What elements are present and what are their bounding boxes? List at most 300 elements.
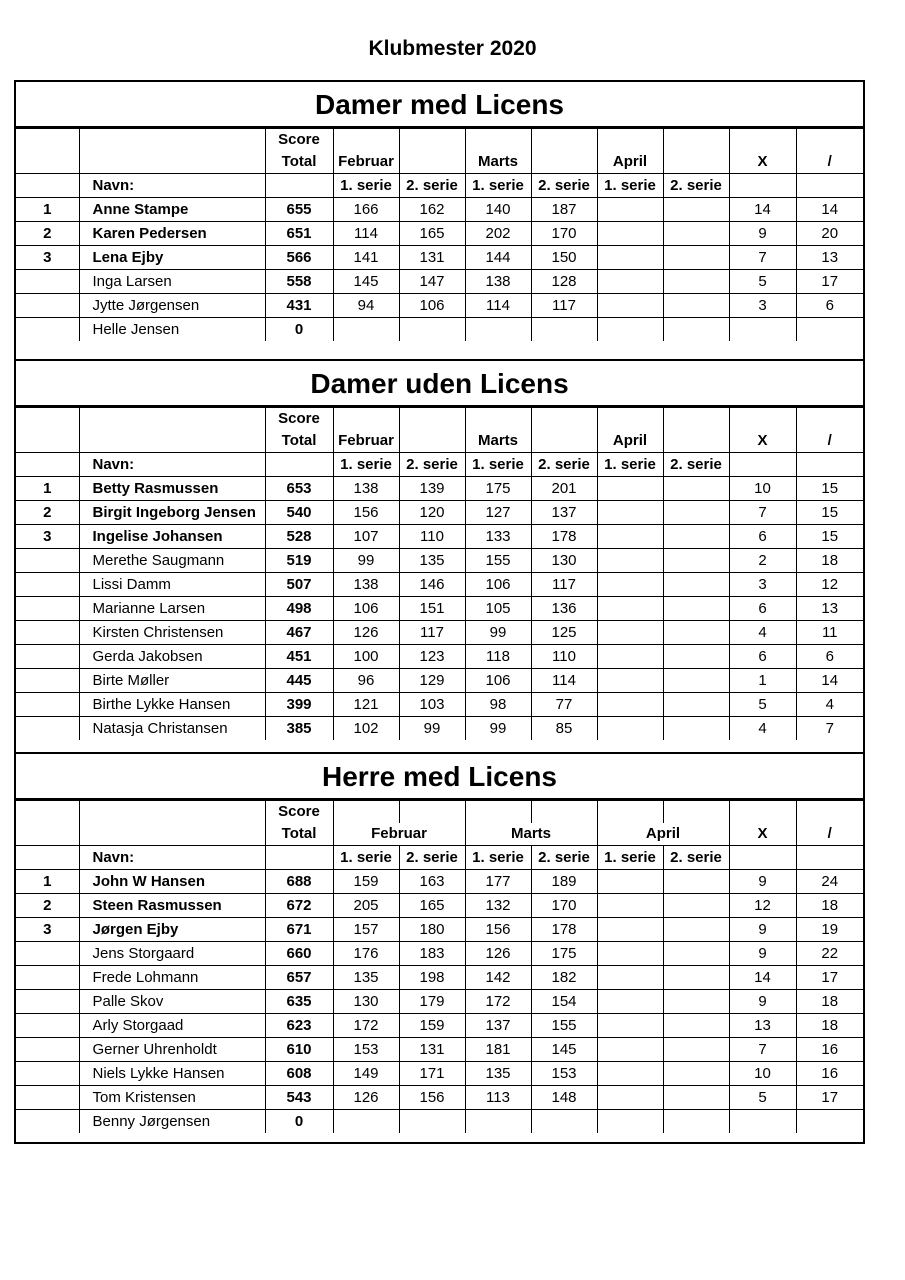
score-cell-slash [796, 1110, 863, 1134]
score-cell-a1 [597, 1086, 663, 1110]
player-name: Frede Lohmann [79, 966, 265, 990]
score-cell-m2 [531, 1110, 597, 1134]
score-cell-x: 7 [729, 1038, 796, 1062]
empty-cell [16, 430, 79, 453]
score-cell-a1 [597, 621, 663, 645]
score-cell-f1: 138 [333, 477, 399, 501]
score-cell-f1: 107 [333, 525, 399, 549]
score-cell-f1: 156 [333, 501, 399, 525]
rank-cell [16, 1038, 79, 1062]
total-score: 445 [265, 669, 333, 693]
empty-cell [79, 430, 265, 453]
total-score: 566 [265, 246, 333, 270]
player-name: Anne Stampe [79, 198, 265, 222]
month-header-februar: Februar [333, 151, 399, 174]
score-cell-x: 7 [729, 246, 796, 270]
empty-cell [729, 453, 796, 477]
score-cell-a1 [597, 1014, 663, 1038]
score-cell-m2: 154 [531, 990, 597, 1014]
score-cell-a1 [597, 918, 663, 942]
rank-cell [16, 270, 79, 294]
score-cell-a1 [597, 573, 663, 597]
score-cell-m2: 153 [531, 1062, 597, 1086]
header-row [16, 129, 863, 152]
serie-header: 2. serie [399, 174, 465, 198]
score-cell-a2 [663, 645, 729, 669]
total-score: 451 [265, 645, 333, 669]
score-cell-f2: 131 [399, 246, 465, 270]
score-cell-m2: 128 [531, 270, 597, 294]
score-cell-a2 [663, 1110, 729, 1134]
table-row [16, 693, 863, 717]
serie-header: 2. serie [531, 174, 597, 198]
score-cell-m1: 156 [465, 918, 531, 942]
empty-cell [531, 408, 597, 431]
empty-cell [796, 846, 863, 870]
empty-cell [16, 801, 79, 824]
empty-cell [796, 129, 863, 152]
score-cell-slash: 6 [796, 294, 863, 318]
score-cell-a1 [597, 501, 663, 525]
score-cell-f1: 100 [333, 645, 399, 669]
score-cell-m2: 117 [531, 573, 597, 597]
table-row [16, 270, 863, 294]
score-cell-slash: 22 [796, 942, 863, 966]
total-score: 660 [265, 942, 333, 966]
score-cell-a1 [597, 549, 663, 573]
total-score: 0 [265, 318, 333, 342]
score-cell-f1: 106 [333, 597, 399, 621]
player-name: Ingelise Johansen [79, 525, 265, 549]
rank-cell [16, 693, 79, 717]
slash-header: / [796, 151, 863, 174]
empty-cell [531, 801, 597, 824]
score-cell-x: 9 [729, 942, 796, 966]
score-cell-f2: 110 [399, 525, 465, 549]
empty-cell [265, 174, 333, 198]
total-score: 540 [265, 501, 333, 525]
serie-header: 2. serie [663, 453, 729, 477]
score-cell-a2 [663, 669, 729, 693]
score-cell-x: 6 [729, 645, 796, 669]
score-cell-a2 [663, 222, 729, 246]
score-cell-m2: 175 [531, 942, 597, 966]
score-cell-f1: 145 [333, 270, 399, 294]
empty-cell [531, 151, 597, 174]
serie-header: 1. serie [465, 453, 531, 477]
score-cell-f2: 198 [399, 966, 465, 990]
header-row [16, 408, 863, 431]
score-cell-a1 [597, 1062, 663, 1086]
score-cell-a1 [597, 1110, 663, 1134]
player-name: Jørgen Ejby [79, 918, 265, 942]
total-score: 610 [265, 1038, 333, 1062]
serie-header: 2. serie [663, 846, 729, 870]
score-cell-x: 9 [729, 990, 796, 1014]
slash-header: / [796, 430, 863, 453]
score-cell-slash [796, 318, 863, 342]
empty-cell [16, 823, 79, 846]
total-score: 623 [265, 1014, 333, 1038]
score-cell-m2: 136 [531, 597, 597, 621]
score-cell-m2: 137 [531, 501, 597, 525]
empty-cell [79, 408, 265, 431]
player-name: Birte Møller [79, 669, 265, 693]
score-cell-a1 [597, 477, 663, 501]
score-cell-m1: 113 [465, 1086, 531, 1110]
rank-cell: 2 [16, 894, 79, 918]
score-cell-a2 [663, 294, 729, 318]
table-herre-med-licens [16, 800, 863, 1133]
score-cell-f2: 180 [399, 918, 465, 942]
score-cell-a1 [597, 222, 663, 246]
table-row [16, 942, 863, 966]
month-header-april: April [597, 151, 663, 174]
table-row [16, 870, 863, 894]
score-cell-x: 2 [729, 549, 796, 573]
player-name: Natasja Christansen [79, 717, 265, 741]
empty-cell [465, 129, 531, 152]
player-name: Birthe Lykke Hansen [79, 693, 265, 717]
total-score: 507 [265, 573, 333, 597]
score-cell-a2 [663, 573, 729, 597]
empty-cell [663, 151, 729, 174]
header-row [16, 430, 863, 453]
score-cell-f2: 163 [399, 870, 465, 894]
rank-cell [16, 621, 79, 645]
score-cell-f2: 165 [399, 222, 465, 246]
score-cell-slash: 11 [796, 621, 863, 645]
total-score: 635 [265, 990, 333, 1014]
total-score: 519 [265, 549, 333, 573]
score-cell-f1: 96 [333, 669, 399, 693]
score-cell-slash: 18 [796, 990, 863, 1014]
serie-header: 1. serie [597, 453, 663, 477]
results-frame [14, 80, 865, 1144]
score-cell-f1 [333, 318, 399, 342]
serie-header: 1. serie [333, 174, 399, 198]
score-cell-f2: 179 [399, 990, 465, 1014]
serie-header: 1. serie [465, 174, 531, 198]
score-cell-a2 [663, 894, 729, 918]
rank-cell [16, 990, 79, 1014]
rank-cell [16, 597, 79, 621]
table-row [16, 966, 863, 990]
empty-cell [399, 129, 465, 152]
score-cell-m2: 77 [531, 693, 597, 717]
month-header-april: April [597, 823, 729, 846]
rank-cell [16, 1062, 79, 1086]
empty-cell [597, 129, 663, 152]
score-cell-slash: 13 [796, 246, 863, 270]
rank-cell [16, 717, 79, 741]
table-row [16, 669, 863, 693]
rank-cell [16, 669, 79, 693]
score-cell-f2 [399, 318, 465, 342]
score-cell-slash: 18 [796, 894, 863, 918]
score-cell-a1 [597, 198, 663, 222]
score-cell-f2: 139 [399, 477, 465, 501]
score-cell-m2: 187 [531, 198, 597, 222]
score-cell-m1: 133 [465, 525, 531, 549]
empty-cell [16, 151, 79, 174]
player-name: Palle Skov [79, 990, 265, 1014]
score-cell-f1: 153 [333, 1038, 399, 1062]
player-name: Gerner Uhrenholdt [79, 1038, 265, 1062]
score-cell-x: 9 [729, 870, 796, 894]
empty-cell [531, 430, 597, 453]
score-cell-m1: 137 [465, 1014, 531, 1038]
player-name: John W Hansen [79, 870, 265, 894]
empty-cell [729, 129, 796, 152]
score-cell-a1 [597, 870, 663, 894]
score-cell-a2 [663, 621, 729, 645]
score-cell-a1 [597, 966, 663, 990]
score-cell-f2: 131 [399, 1038, 465, 1062]
table-row [16, 222, 863, 246]
score-cell-m1: 138 [465, 270, 531, 294]
score-cell-f2: 99 [399, 717, 465, 741]
score-cell-a1 [597, 318, 663, 342]
score-cell-a2 [663, 990, 729, 1014]
empty-cell [399, 430, 465, 453]
score-cell-m1: 140 [465, 198, 531, 222]
score-cell-slash: 17 [796, 1086, 863, 1110]
score-cell-a2 [663, 525, 729, 549]
score-cell-x: 3 [729, 294, 796, 318]
score-cell-a1 [597, 597, 663, 621]
score-cell-a1 [597, 525, 663, 549]
score-cell-f2: 171 [399, 1062, 465, 1086]
score-cell-a2 [663, 549, 729, 573]
total-score: 0 [265, 1110, 333, 1134]
rank-cell [16, 549, 79, 573]
rank-cell: 3 [16, 918, 79, 942]
score-cell-f2: 123 [399, 645, 465, 669]
score-cell-a1 [597, 246, 663, 270]
score-cell-f2: 103 [399, 693, 465, 717]
empty-cell [79, 823, 265, 846]
serie-header: 2. serie [531, 453, 597, 477]
table-row [16, 645, 863, 669]
score-cell-a2 [663, 1086, 729, 1110]
total-score: 431 [265, 294, 333, 318]
rank-cell: 1 [16, 198, 79, 222]
player-name: Merethe Saugmann [79, 549, 265, 573]
score-cell-a2 [663, 966, 729, 990]
header-row [16, 801, 863, 824]
score-cell-slash: 14 [796, 198, 863, 222]
score-cell-x: 10 [729, 477, 796, 501]
score-cell-x: 14 [729, 198, 796, 222]
score-cell-slash: 4 [796, 693, 863, 717]
score-cell-x: 9 [729, 918, 796, 942]
score-cell-f1: 114 [333, 222, 399, 246]
rank-cell: 3 [16, 246, 79, 270]
empty-cell [465, 408, 531, 431]
player-name: Jens Storgaard [79, 942, 265, 966]
score-cell-slash: 14 [796, 669, 863, 693]
score-cell-f1: 121 [333, 693, 399, 717]
table-row [16, 918, 863, 942]
serie-header: 2. serie [399, 846, 465, 870]
total-score: 558 [265, 270, 333, 294]
total-score: 672 [265, 894, 333, 918]
score-cell-f1: 126 [333, 1086, 399, 1110]
score-cell-slash: 19 [796, 918, 863, 942]
player-name: Tom Kristensen [79, 1086, 265, 1110]
table-row [16, 1086, 863, 1110]
x-header: X [729, 823, 796, 846]
score-cell-a2 [663, 1062, 729, 1086]
document-title: Klubmester 2020 [368, 37, 537, 60]
score-cell-x: 1 [729, 669, 796, 693]
score-cell-x [729, 1110, 796, 1134]
score-cell-a2 [663, 1014, 729, 1038]
score-cell-f1: 205 [333, 894, 399, 918]
score-cell-f2: 165 [399, 894, 465, 918]
score-cell-f1: 141 [333, 246, 399, 270]
empty-cell [16, 453, 79, 477]
score-cell-m1: 177 [465, 870, 531, 894]
score-cell-m2: 85 [531, 717, 597, 741]
rank-cell: 1 [16, 870, 79, 894]
score-cell-m2 [531, 318, 597, 342]
score-cell-slash: 16 [796, 1038, 863, 1062]
empty-cell [663, 129, 729, 152]
score-cell-m1: 127 [465, 501, 531, 525]
empty-cell [796, 801, 863, 824]
empty-cell [531, 129, 597, 152]
table-damer-med-licens [16, 128, 863, 341]
total-score: 498 [265, 597, 333, 621]
score-cell-x: 14 [729, 966, 796, 990]
score-cell-a2 [663, 270, 729, 294]
player-name: Steen Rasmussen [79, 894, 265, 918]
table-row [16, 501, 863, 525]
empty-cell [663, 801, 729, 824]
total-header: Total [265, 151, 333, 174]
empty-cell [729, 846, 796, 870]
score-cell-m1: 105 [465, 597, 531, 621]
score-cell-a2 [663, 942, 729, 966]
score-cell-m2: 130 [531, 549, 597, 573]
month-header-april: April [597, 430, 663, 453]
table-row [16, 1110, 863, 1134]
table-row [16, 477, 863, 501]
score-cell-slash: 17 [796, 270, 863, 294]
table-row [16, 597, 863, 621]
empty-cell [79, 129, 265, 152]
player-name: Marianne Larsen [79, 597, 265, 621]
score-cell-m1: 142 [465, 966, 531, 990]
score-cell-f2: 129 [399, 669, 465, 693]
total-score: 543 [265, 1086, 333, 1110]
score-cell-a1 [597, 669, 663, 693]
score-cell-m1: 98 [465, 693, 531, 717]
table-row [16, 198, 863, 222]
score-cell-x: 4 [729, 717, 796, 741]
serie-header: 1. serie [333, 453, 399, 477]
section-title-damer-med-licens: Damer med Licens [16, 82, 863, 128]
score-cell-f1 [333, 1110, 399, 1134]
score-cell-x: 10 [729, 1062, 796, 1086]
rank-cell: 3 [16, 525, 79, 549]
score-cell-m2: 178 [531, 525, 597, 549]
table-row [16, 894, 863, 918]
player-name: Benny Jørgensen [79, 1110, 265, 1134]
table-row [16, 573, 863, 597]
score-cell-m1: 106 [465, 669, 531, 693]
score-cell-m2: 110 [531, 645, 597, 669]
total-score: 528 [265, 525, 333, 549]
section-title-herre-med-licens: Herre med Licens [16, 754, 863, 800]
header-row [16, 174, 863, 198]
month-header-marts: Marts [465, 823, 597, 846]
score-cell-m1: 144 [465, 246, 531, 270]
score-cell-f2: 147 [399, 270, 465, 294]
score-cell-slash: 18 [796, 549, 863, 573]
navn-header: Navn: [79, 453, 265, 477]
total-score: 653 [265, 477, 333, 501]
section-title-damer-uden-licens: Damer uden Licens [16, 361, 863, 407]
score-cell-f2: 183 [399, 942, 465, 966]
score-cell-m2: 170 [531, 222, 597, 246]
month-header-marts: Marts [465, 151, 531, 174]
empty-cell [16, 408, 79, 431]
score-cell-x: 5 [729, 270, 796, 294]
empty-cell [729, 801, 796, 824]
x-header: X [729, 151, 796, 174]
score-cell-f1: 99 [333, 549, 399, 573]
table-row [16, 318, 863, 342]
empty-cell [399, 408, 465, 431]
slash-header: / [796, 823, 863, 846]
rank-cell [16, 942, 79, 966]
score-cell-slash: 15 [796, 501, 863, 525]
score-cell-m2: 189 [531, 870, 597, 894]
score-cell-f1: 157 [333, 918, 399, 942]
serie-header: 1. serie [465, 846, 531, 870]
table-row [16, 525, 863, 549]
score-cell-slash: 12 [796, 573, 863, 597]
score-cell-f2: 162 [399, 198, 465, 222]
header-row [16, 453, 863, 477]
table-row [16, 246, 863, 270]
score-cell-a2 [663, 870, 729, 894]
empty-cell [597, 408, 663, 431]
score-cell-a1 [597, 1038, 663, 1062]
total-score: 467 [265, 621, 333, 645]
score-cell-a1 [597, 894, 663, 918]
table-row [16, 1062, 863, 1086]
score-cell-x: 3 [729, 573, 796, 597]
table-row [16, 1014, 863, 1038]
table-row [16, 294, 863, 318]
total-header: Total [265, 430, 333, 453]
score-cell-m2: 201 [531, 477, 597, 501]
score-cell-m2: 148 [531, 1086, 597, 1110]
score-cell-x: 7 [729, 501, 796, 525]
player-name: Helle Jensen [79, 318, 265, 342]
rank-cell: 1 [16, 477, 79, 501]
empty-cell [399, 801, 465, 824]
total-score: 655 [265, 198, 333, 222]
player-name: Inga Larsen [79, 270, 265, 294]
x-header: X [729, 430, 796, 453]
empty-cell [265, 846, 333, 870]
score-cell-f1: 138 [333, 573, 399, 597]
